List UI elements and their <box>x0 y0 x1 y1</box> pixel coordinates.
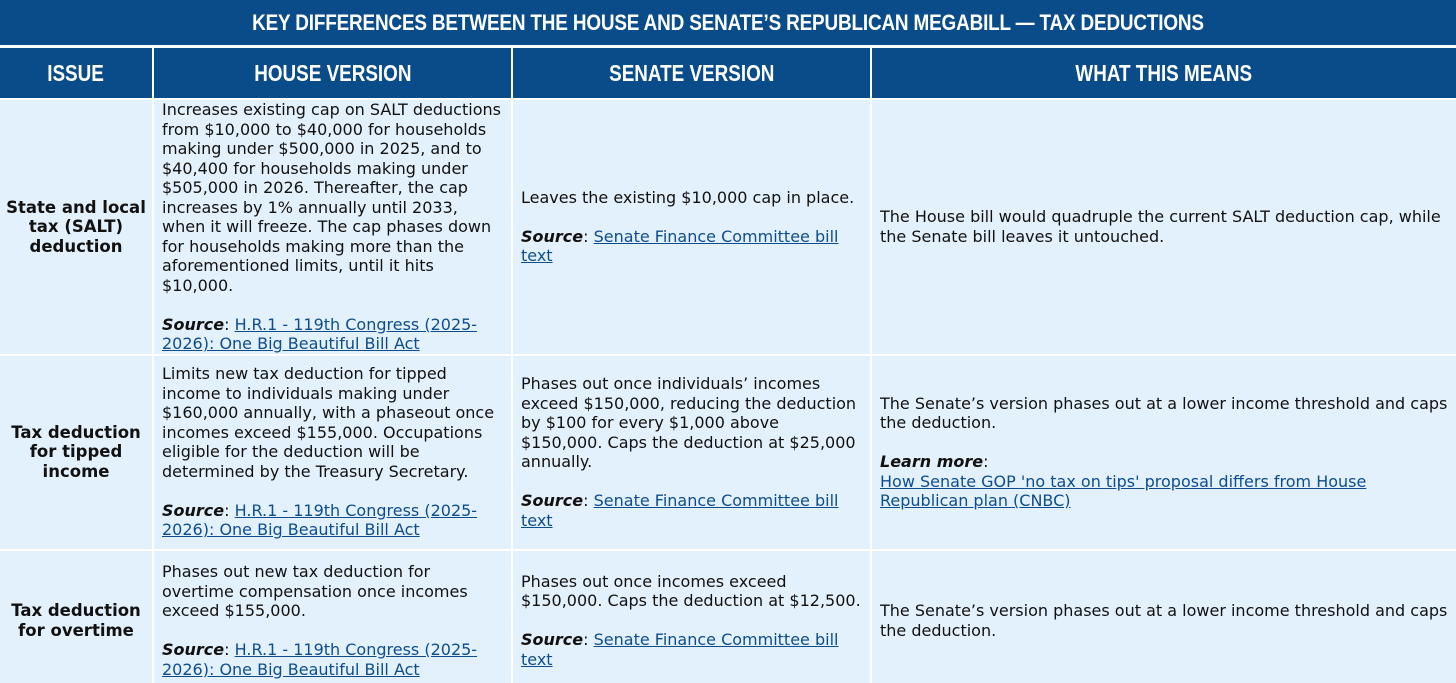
senate-version-cell <box>512 355 871 550</box>
senate-source-link[interactable]: Senate Finance Committee bill text <box>521 630 839 669</box>
comparison-table <box>0 48 1456 683</box>
house-text: Phases out new tax deduction for overtime compensation once incomes exceed $155,000. <box>162 562 468 620</box>
senate-text: Phases out once individuals’ incomes exceed $150,000, reducing the deduction by $100 for every $1,000 above $150,000. Caps the deduction at $25,000 annually. <box>521 374 857 471</box>
table-row <box>0 550 1456 683</box>
title-bar <box>0 0 1456 48</box>
house-version-cell <box>153 99 512 355</box>
meaning-cell <box>871 355 1456 550</box>
table-row <box>0 99 1456 355</box>
house-text: Increases existing cap on SALT deductions from $10,000 to $40,000 for households making under $500,000 in 2025, and to $40,400 for households making under $505,000 in 2026. Thereafter, the cap increases by 1% annually until 2033, when it will freeze. The cap phases down for households making more than the aforementioned limits, until it hits $10,000. <box>162 100 501 295</box>
house-source-link[interactable]: H.R.1 - 119th Congress (2025-2026): One Big Beautiful Bill Act <box>162 500 478 540</box>
senate-source-link[interactable]: Senate Finance Committee bill text <box>521 226 839 266</box>
table-row <box>0 355 1456 550</box>
senate-version-cell <box>512 550 871 683</box>
table-title: KEY DIFFERENCES BETWEEN THE HOUSE AND SENATE’S REPUBLICAN MEGABILL — TAX DEDUCTIONS <box>102 0 1354 45</box>
column-header-house: HOUSE VERSION <box>153 48 512 99</box>
house-source-link[interactable]: H.R.1 - 119th Congress (2025-2026): One Big Beautiful Bill Act <box>162 314 478 353</box>
house-version-cell <box>153 550 512 683</box>
meaning-cell <box>871 99 1456 355</box>
column-header-meaning: WHAT THIS MEANS <box>871 48 1456 99</box>
issue-cell: Tax deduction for tipped income <box>0 355 153 550</box>
column-header-issue: ISSUE <box>0 48 153 99</box>
issue-cell: State and local tax (SALT) deduction <box>0 99 153 355</box>
house-source: Source: H.R.1 - 119th Congress (2025-2026): One Big Beautiful Bill Act <box>162 640 478 679</box>
senate-source: Source: Senate Finance Committee bill text <box>521 630 839 669</box>
meaning-text: The Senate’s version phases out at a lower income threshold and caps the deduction. <box>880 601 1448 640</box>
issue-cell: Tax deduction for overtime <box>0 550 153 683</box>
senate-source: Source: Senate Finance Committee bill text <box>521 491 839 530</box>
house-text: Limits new tax deduction for tipped income to individuals making under $160,000 annually, with a phaseout once incomes exceed $155,000. Occupations eligible for the deduction will be determined by the Treasury Secretary. <box>162 364 495 481</box>
senate-version-cell <box>512 99 871 355</box>
meaning-cell <box>871 550 1456 683</box>
house-version-cell <box>153 355 512 550</box>
learn-more-link[interactable]: How Senate GOP 'no tax on tips' proposal differs from House Republican plan (CNBC) <box>880 471 1367 510</box>
meaning-text: The Senate’s version phases out at a lower income threshold and caps the deduction. <box>880 393 1448 432</box>
senate-text: Phases out once incomes exceed $150,000. Caps the deduction at $12,500. <box>521 571 861 611</box>
house-source: Source: H.R.1 - 119th Congress (2025-2026): One Big Beautiful Bill Act <box>162 314 478 353</box>
learn-more: Learn more: How Senate GOP 'no tax on tips' proposal differs from House Republican plan (CNBC) <box>880 452 1367 510</box>
column-header-senate: SENATE VERSION <box>512 48 871 99</box>
header-row <box>0 48 1456 99</box>
senate-source: Source: Senate Finance Committee bill text <box>521 226 839 266</box>
meaning-text: The House bill would quadruple the current SALT deduction cap, while the Senate bill leaves it untouched. <box>880 207 1441 246</box>
senate-source-link[interactable]: Senate Finance Committee bill text <box>521 491 839 530</box>
house-source: Source: H.R.1 - 119th Congress (2025-2026): One Big Beautiful Bill Act <box>162 500 478 540</box>
house-source-link[interactable]: H.R.1 - 119th Congress (2025-2026): One Big Beautiful Bill Act <box>162 640 478 679</box>
senate-text: Leaves the existing $10,000 cap in place. <box>521 187 855 207</box>
